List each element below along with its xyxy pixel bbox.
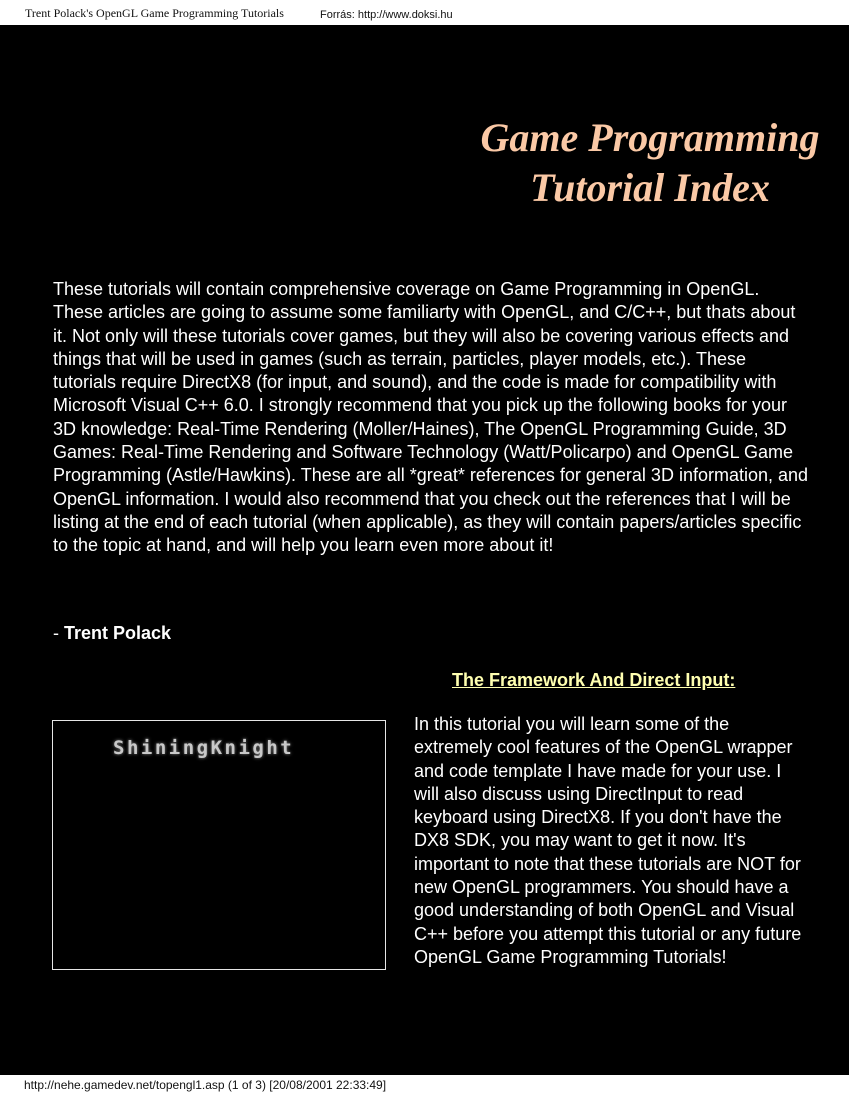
tutorial-link-framework-direct-input[interactable]: The Framework And Direct Input: <box>452 670 736 690</box>
page-title-line2: Tutorial Index <box>530 165 770 210</box>
tutorial-description: In this tutorial you will learn some of the extremely cool features of the OpenGL wrapper and code template I have made for your use. I will also discuss using DirectInput to read keyboard using DirectX8. If you don't have the DX8 SDK, you may want to get it now. It's important to note that these tutorials are NOT for new OpenGL programmers. You should have a good understanding of both OpenGL and Visual C++ before you attempt this tutorial or any future OpenGL Game Programming Tutorials! <box>414 714 802 967</box>
author-signature <box>53 623 171 644</box>
print-header-source: Forrás: http://www.doksi.hu <box>320 9 453 21</box>
tutorial-thumbnail-image[interactable] <box>52 720 386 970</box>
page-title-line1: Game Programming <box>480 115 820 160</box>
intro-paragraph: These tutorials will contain comprehensive coverage on Game Programming in OpenGL. These articles are going to assume some familiarty with OpenGL, and C/C++, but thats about it. Not only will these tutorials cover games, but they will also be covering various effects and things that will be used in games (such as terrain, particles, player models, etc.). These tutorials require DirectX8 (for input, and sound), and the code is made for compatibility with Microsoft Visual C++ 6.0. I strongly recommend that you pick up the following books for your 3D knowledge: Real-Time Rendering (Moller/Haines), The OpenGL Programming Guide, 3D Games: Real-Time Rendering and Software Technology (Watt/Policarpo) and OpenGL Game Programming (Astle/Hawkins). These are all *great* references for general 3D information, and OpenGL information. I would also recommend that you check out the references that I will be listing at the end of each tutorial (when applicable), as they will contain papers/articles specific to the topic at hand, and will help you learn even more about it! <box>53 279 809 556</box>
thumbnail-caption: ShiningKnight <box>113 737 295 759</box>
print-footer: http://nehe.gamedev.net/topengl1.asp (1 of 3) [20/08/2001 22:33:49] <box>24 1078 387 1092</box>
page-title <box>440 113 850 213</box>
author-name: Trent Polack <box>64 623 172 643</box>
print-header <box>0 0 850 25</box>
author-prefix: - <box>53 623 64 643</box>
print-header-title: Trent Polack's OpenGL Game Programming Tutorials <box>25 6 284 20</box>
page-content <box>0 25 849 1075</box>
